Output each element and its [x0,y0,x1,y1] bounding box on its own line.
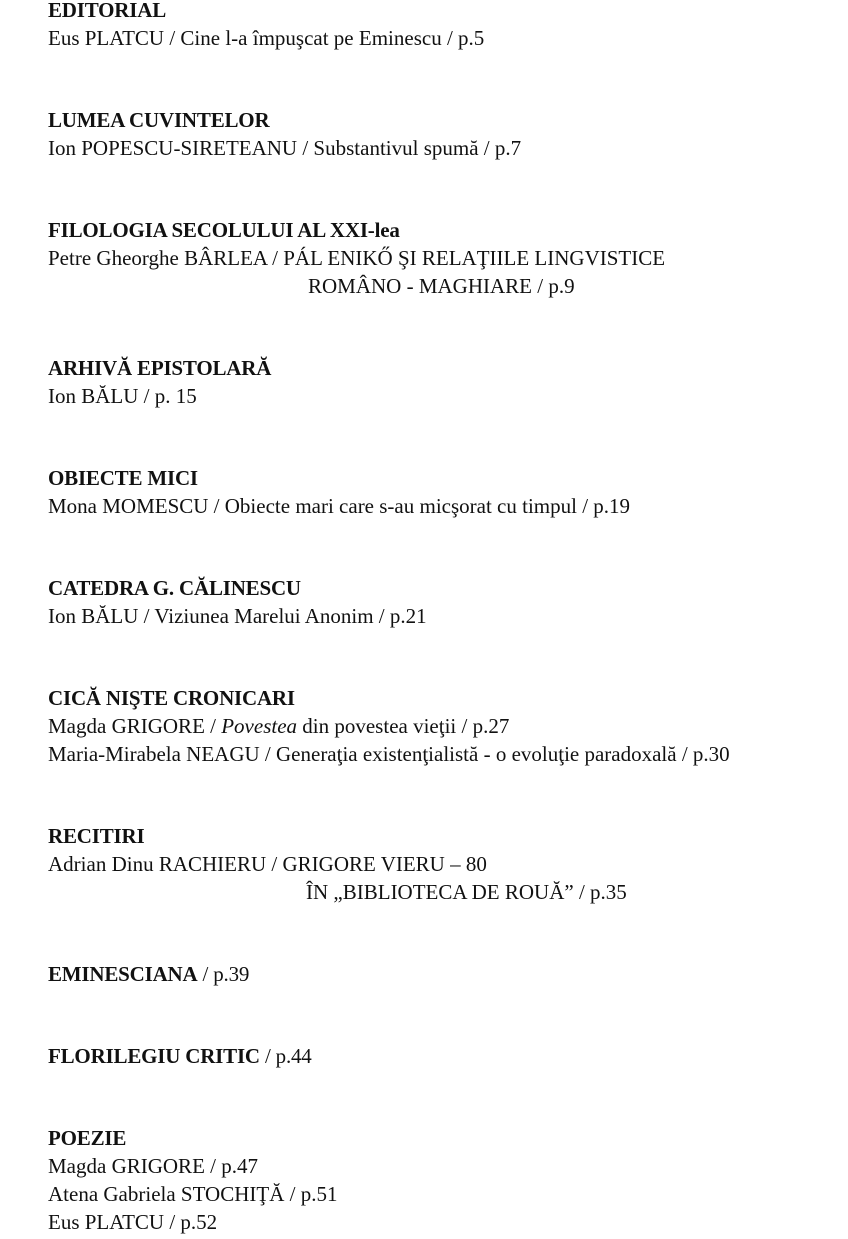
entry-title-rest: din povestea vieţii / p.27 [297,714,510,738]
section-florilegiu-critic [48,1042,838,1070]
toc-entry: Adrian Dinu RACHIERU / GRIGORE VIERU – 80 [48,852,487,876]
section-heading: EMINESCIANA [48,962,198,986]
page-reference: / p.39 [197,962,250,986]
toc-entry-continuation: ÎN „BIBLIOTECA DE ROUĂ” / p.35 [306,880,627,904]
toc-entry [48,712,838,740]
section-poezie [48,1124,838,1236]
toc-entry: Eus PLATCU / p.52 [48,1210,218,1234]
section-eminesciana [48,960,838,988]
toc-entry: Maria-Mirabela NEAGU / Generaţia existenţialistă - o evoluţie paradoxală / p.30 [48,742,730,766]
toc-entry: Mona MOMESCU / Obiecte mari care s-au micşorat cu timpul / p.19 [48,494,631,518]
entry-title-italic: Povestea [221,714,298,738]
section-heading: FILOLOGIA SECOLULUI AL XXI-lea [48,218,400,242]
section-heading: FLORILEGIU CRITIC [48,1044,260,1068]
section-heading: CICĂ NIŞTE CRONICARI [48,686,295,710]
section-arhiva-epistolara [48,354,838,410]
toc-entry: Magda GRIGORE / p.47 [48,1154,258,1178]
section-heading: CATEDRA G. CĂLINESCU [48,576,301,600]
section-heading: POEZIE [48,1126,127,1150]
page-reference: / p.44 [259,1044,312,1068]
toc-entry: Ion POPESCU-SIRETEANU / Substantivul spumă / p.7 [48,136,522,160]
section-filologia [48,216,838,300]
section-catedra-calinescu [48,574,838,630]
section-heading: ARHIVĂ EPISTOLARĂ [48,356,272,380]
entry-author: Magda GRIGORE / [48,714,222,738]
section-lumea-cuvintelor [48,106,838,162]
section-obiecte-mici [48,464,838,520]
section-cica-niste-cronicari [48,684,838,768]
section-heading: LUMEA CUVINTELOR [48,108,270,132]
section-heading: RECITIRI [48,824,145,848]
toc-entry: Ion BĂLU / Viziunea Marelui Anonim / p.21 [48,604,427,628]
section-recitiri [48,822,838,906]
section-heading: EDITORIAL [48,0,167,22]
toc-entry-continuation: ROMÂNO - MAGHIARE / p.9 [308,274,575,298]
section-editorial [48,0,838,52]
toc-entry: Ion BĂLU / p. 15 [48,384,197,408]
toc-entry: Eus PLATCU / Cine l-a împuşcat pe Eminescu / p.5 [48,26,485,50]
toc-entry: Petre Gheorghe BÂRLEA / PÁL ENIKŐ ŞI RELAŢIILE LINGVISTICE [48,246,666,270]
toc-entry: Atena Gabriela STOCHIŢĂ / p.51 [48,1182,338,1206]
section-heading: OBIECTE MICI [48,466,198,490]
